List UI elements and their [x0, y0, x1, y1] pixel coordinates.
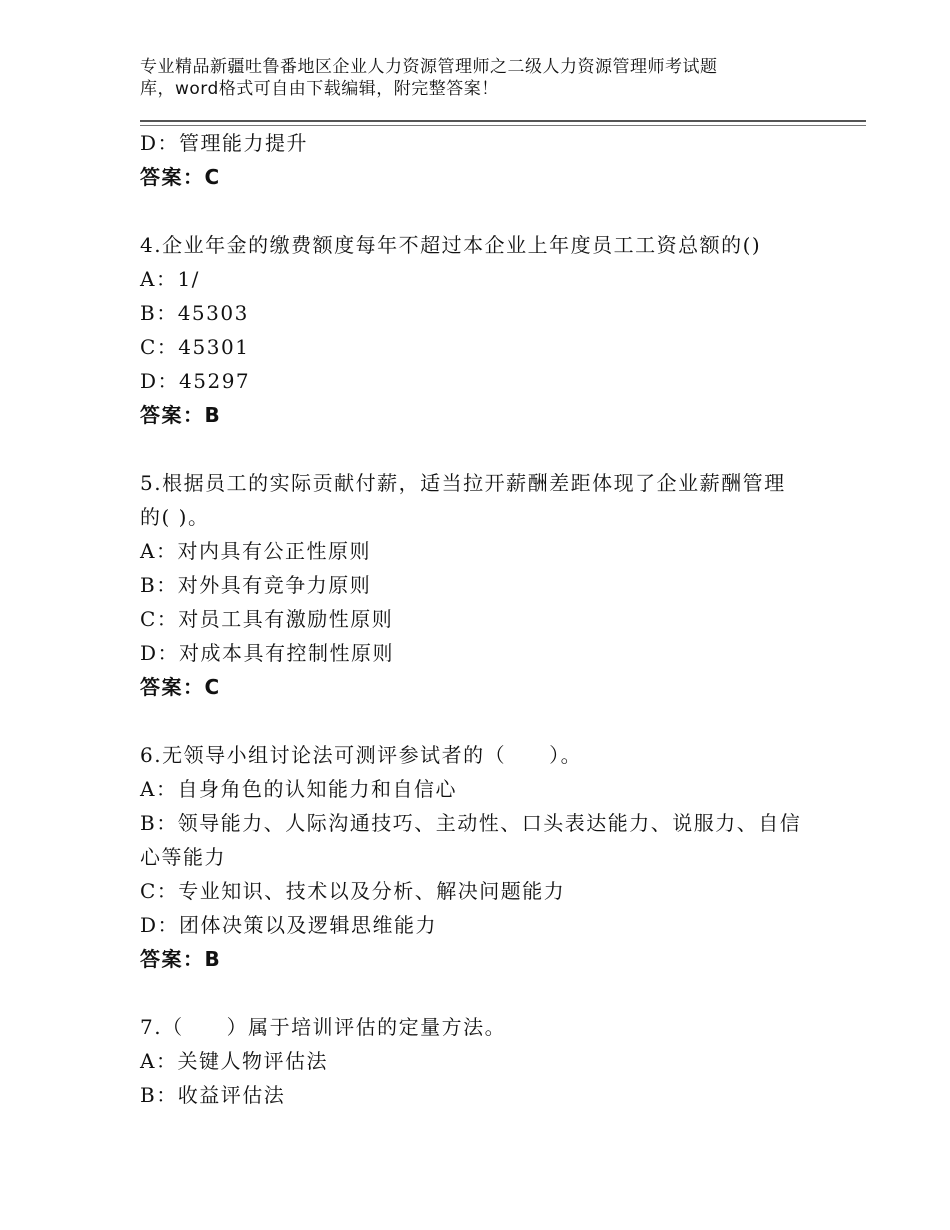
header-title-line-2: 库，word格式可自由下载编辑，附完整答案！: [140, 79, 499, 99]
option-a: A：1/: [140, 267, 200, 291]
question-7: [140, 1010, 840, 1112]
header-title-line-1: 专业精品新疆吐鲁番地区企业人力资源管理师之二级人力资源管理师考试题: [140, 57, 718, 77]
option-c: C：专业知识、技术以及分析、解决问题能力: [140, 879, 566, 903]
question-5: [140, 466, 840, 704]
answer: 答案：C: [140, 165, 221, 189]
option-a: A：对内具有公正性原则: [140, 539, 371, 563]
question-stem: 7.（ ）属于培训评估的定量方法。: [140, 1015, 507, 1039]
option-c: C：对员工具有激励性原则: [140, 607, 394, 631]
question-3-tail: [140, 126, 840, 194]
answer: 答案：B: [140, 947, 222, 971]
option-b: B：收益评估法: [140, 1083, 286, 1107]
option-d: D：管理能力提升: [140, 131, 309, 155]
question-stem-line-1: 5.根据员工的实际贡献付薪，适当拉开薪酬差距体现了企业薪酬管理: [140, 471, 786, 495]
question-stem: 4.企业年金的缴费额度每年不超过本企业上年度员工工资总额的(): [140, 233, 762, 257]
option-b-line-2: 心等能力: [140, 845, 226, 869]
option-d: D：团体决策以及逻辑思维能力: [140, 913, 438, 937]
question-list: [140, 126, 840, 1112]
option-d: D：45297: [140, 369, 251, 393]
document-header: [140, 56, 820, 100]
option-b: B：45303: [140, 301, 249, 325]
answer: 答案：B: [140, 403, 222, 427]
answer: 答案：C: [140, 675, 221, 699]
question-stem-line-2: 的( )。: [140, 505, 210, 529]
option-d: D：对成本具有控制性原则: [140, 641, 395, 665]
question-stem: 6.无领导小组讨论法可测评参试者的（ ）。: [140, 743, 583, 767]
option-a: A：关键人物评估法: [140, 1049, 328, 1073]
header-divider: [140, 120, 866, 122]
option-c: C：45301: [140, 335, 250, 359]
question-4: [140, 228, 840, 432]
question-6: [140, 738, 840, 976]
option-a: A：自身角色的认知能力和自信心: [140, 777, 457, 801]
option-b-line-1: B：领导能力、人际沟通技巧、主动性、口头表达能力、说服力、自信: [140, 811, 802, 835]
option-b: B：对外具有竞争力原则: [140, 573, 372, 597]
